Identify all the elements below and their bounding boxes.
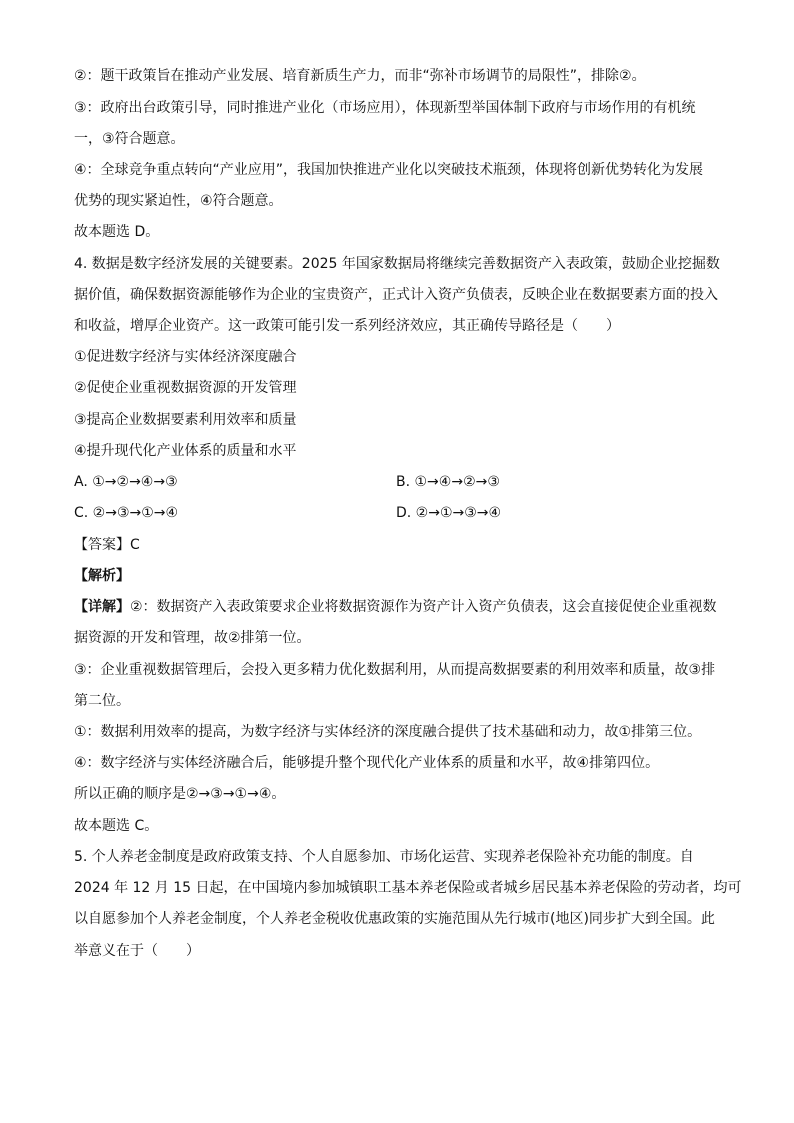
analysis-line: ④：全球竞争重点转向“产业应用”，我国加快推进产业化以突破技术瓶颈，体现将创新优势转化为发展	[74, 162, 704, 178]
question-4-item: ③提高企业数据要素利用效率和质量	[74, 412, 297, 428]
option-d: D. ②→①→③→④	[396, 505, 502, 521]
detail-line: ④：数字经济与实体经济融合后，能够提升整个现代化产业体系的质量和水平，故④排第四位。	[74, 755, 660, 771]
answer-line	[74, 535, 724, 555]
question-5-stem-line: 以自愿参加个人养老金制度，个人养老金税收优惠政策的实施范围从先行城市(地区)同步扩大到全国。此	[74, 911, 715, 927]
question-4-stem-line: 据价值，确保数据资源能够作为企业的宝贵资产，正式计入资产负债表，反映企业在数据要素方面的投入	[74, 287, 718, 303]
analysis-line: 一，③符合题意。	[74, 131, 185, 147]
detail-line: 第二位。	[74, 693, 130, 709]
question-4-item: ②促使企业重视数据资源的开发管理	[74, 380, 297, 396]
question-5-stem-line: 5. 个人养老金制度是政府政策支持、个人自愿参加、市场化运营、实现养老保险补充功能的制度。自	[74, 849, 694, 865]
analysis-line: ③：政府出台政策引导，同时推进产业化（市场应用），体现新型举国体制下政府与市场作用的有机统	[74, 100, 696, 116]
detail-text: ②：数据资产入表政策要求企业将数据资源作为资产计入资产负债表，这会直接促使企业重视数	[130, 599, 717, 615]
question-5-stem-line: 举意义在于（ ）	[74, 943, 200, 959]
conclusion-line: 故本题选 D。	[74, 224, 160, 240]
answer-label: 【答案】C	[74, 537, 140, 553]
detail-line: ①：数据利用效率的提高，为数字经济与实体经济的深度融合提供了技术基础和动力，故①排第三位。	[74, 724, 702, 740]
conclusion-line: 故本题选 C。	[74, 818, 159, 834]
detail-line: 所以正确的顺序是②→③→①→④。	[74, 786, 286, 802]
analysis-tag: 【解析】	[74, 568, 130, 584]
question-4-item: ④提升现代化产业体系的质量和水平	[74, 443, 297, 459]
detail-tag: 【详解】	[74, 599, 130, 615]
question-4-stem-line: 和收益，增厚企业资产。这一政策可能引发一系列经济效应，其正确传导路径是（ ）	[74, 318, 620, 334]
question-4-item: ①促进数字经济与实体经济深度融合	[74, 349, 297, 365]
detail-line: 据资源的开发和管理，故②排第一位。	[74, 630, 311, 646]
option-b: B. ①→④→②→③	[396, 474, 500, 490]
option-c: C. ②→③→①→④	[74, 505, 179, 521]
option-a: A. ①→②→④→③	[74, 474, 178, 490]
analysis-line: 优势的现实紧迫性，④符合题意。	[74, 193, 283, 209]
question-4-stem-line: 4. 数据是数字经济发展的关键要素。2025 年国家数据局将继续完善数据资产入表政策，鼓励企业挖掘数	[74, 256, 720, 272]
analysis-line: ②：题干政策旨在推动产业发展、培育新质生产力，而非“弥补市场调节的局限性”，排除②。	[74, 68, 646, 84]
detail-line	[74, 597, 724, 617]
detail-line: ③：企业重视数据管理后，会投入更多精力优化数据利用，从而提高数据要素的利用效率和质量，故③排	[74, 662, 716, 678]
question-5-stem-line: 2024 年 12 月 15 日起，在中国境内参加城镇职工基本养老保险或者城乡居民基本养老保险的劳动者，均可	[74, 880, 742, 896]
